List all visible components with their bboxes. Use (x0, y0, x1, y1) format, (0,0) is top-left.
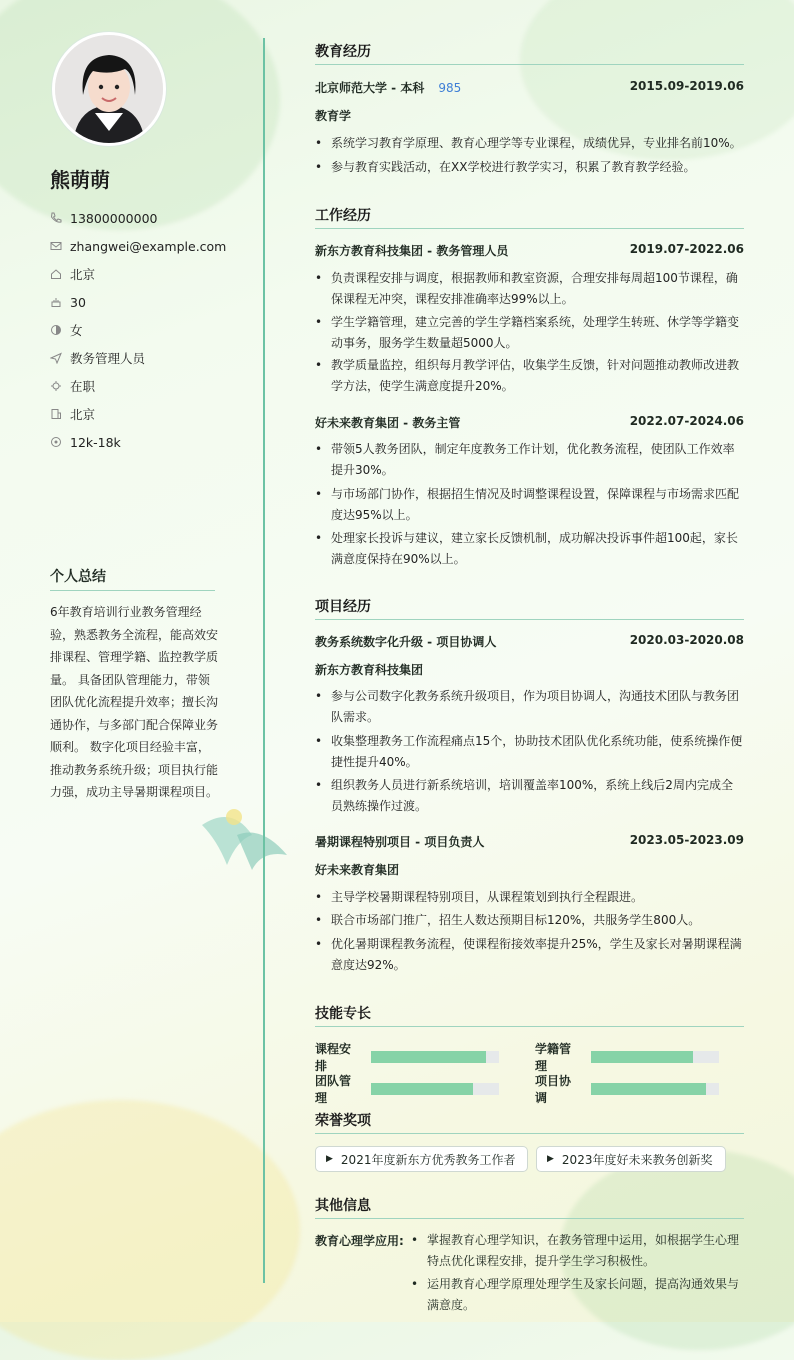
skill-fill (371, 1051, 486, 1063)
list-item: • 组织教务人员进行新系统培训，培训覆盖率100%，系统上线后2周内完成全员熟练操作过渡。 (315, 775, 744, 816)
award-text: 2021年度新东方优秀教务工作者 (340, 1152, 516, 1167)
contact-status (50, 372, 226, 400)
job-head (315, 414, 744, 431)
status-icon (50, 380, 62, 392)
skill-item (315, 1072, 499, 1106)
list-item: • 主导学校暑期课程特别项目，从课程策划到执行全程跟进。 (315, 887, 744, 908)
skill-name: 团队管理 (315, 1074, 352, 1105)
city-text: 北京 (70, 407, 96, 422)
contact-salary (50, 428, 226, 456)
contact-position (50, 344, 226, 372)
salary-text: 12k-18k (70, 434, 121, 450)
phone-icon (50, 212, 62, 224)
skill-fill (591, 1083, 706, 1095)
skill-bar (371, 1083, 499, 1095)
job-heading: 新东方教育科技集团 - 教务管理人员 (315, 244, 509, 258)
play-icon: ▶ (547, 1154, 554, 1164)
award-badge (315, 1146, 528, 1172)
job-date: 2022.07-2024.06 (629, 414, 744, 428)
contact-age (50, 288, 226, 316)
summary-title: 个人总结 (50, 566, 215, 591)
skill-item (535, 1040, 719, 1074)
job-heading: 好未来教育集团 - 教务主管 (315, 416, 461, 430)
education-date: 2015.09-2019.06 (629, 79, 744, 93)
skill-fill (591, 1051, 693, 1063)
list-item: • 学生学籍管理，建立完善的学生学籍档案系统，处理学生转班、休学等学籍变动事务，服务学生数量超5000人。 (315, 312, 744, 353)
education-title: 教育经历 (315, 41, 744, 65)
summary-text: 6年教育培训行业教务管理经验，熟悉教务全流程，能高效安排课程、管理学籍、监控教学质量。 具备团队管理能力，带领团队优化流程提升效率；擅长沟通协作，与多部门配合保障业务顺利。 数字化项目经验丰富，推动教务系统升级；项目执行能力强，成功主导暑期课程项目。 (50, 605, 219, 799)
list-item: • 运用教育心理学原理处理学生及家长问题，提高沟通效果与满意度。 (411, 1274, 744, 1315)
status-text: 在职 (70, 379, 96, 394)
other-label: 教育心理学应用: (315, 1234, 404, 1248)
job-date: 2019.07-2022.06 (629, 242, 744, 256)
play-icon: ▶ (326, 1154, 333, 1164)
list-item: • 参与教育实践活动，在XX学校进行教学实习，积累了教育教学经验。 (315, 157, 744, 178)
skills-title: 技能专长 (315, 1003, 744, 1027)
gender-icon (50, 324, 62, 336)
location-text: 北京 (70, 267, 96, 282)
award-text: 2023年度好未来教务创新奖 (561, 1152, 713, 1167)
skill-bar (591, 1083, 719, 1095)
contact-email (50, 232, 226, 260)
skill-item (315, 1040, 499, 1074)
list-item: • 参与公司数字化教务系统升级项目，作为项目协调人，沟通技术团队与教务团队需求。 (315, 686, 744, 727)
list-item: • 处理家长投诉与建议，建立家长反馈机制，成功解决投诉事件超100起，家长满意度保持在90%以上。 (315, 528, 744, 569)
projects-title: 项目经历 (315, 596, 744, 620)
email-text: zhangwei@example.com (70, 238, 227, 254)
send-icon (50, 352, 62, 364)
list-item: • 收集整理教务工作流程痛点15个，协助技术团队优化系统功能，使系统操作便捷性提升40%。 (315, 731, 744, 772)
salary-icon (50, 436, 62, 448)
list-item: • 联合市场部门推广，招生人数达预期目标120%，共服务学生800人。 (315, 910, 744, 931)
contact-gender (50, 316, 226, 344)
age-text: 30 (70, 294, 86, 310)
project-org: 好未来教育集团 (315, 863, 400, 877)
project-head (315, 633, 744, 650)
home-icon (50, 268, 62, 280)
award-badge (536, 1146, 726, 1172)
awards-title: 荣誉奖项 (315, 1110, 744, 1134)
skill-fill (371, 1083, 473, 1095)
project-date: 2020.03-2020.08 (629, 633, 744, 647)
phone-text: 13800000000 (70, 210, 158, 226)
mail-icon (50, 240, 62, 252)
skill-name: 项目协调 (535, 1074, 572, 1105)
project-heading: 教务系统数字化升级 - 项目协调人 (315, 635, 497, 649)
skill-name: 学籍管理 (535, 1042, 572, 1073)
skill-bar (371, 1051, 499, 1063)
contact-location (50, 260, 226, 288)
candidate-name: 熊萌萌 (50, 168, 110, 192)
gender-text: 女 (70, 323, 83, 338)
school-tag: 985 (438, 81, 462, 95)
list-item: • 教学质量监控，组织每月教学评估，收集学生反馈，针对问题推动教师改进教学方法，使学生满意度提升20%。 (315, 355, 744, 396)
project-org: 新东方教育科技集团 (315, 663, 424, 677)
project-head (315, 833, 744, 850)
avatar (52, 32, 166, 146)
skill-item (535, 1072, 719, 1106)
list-item: • 优化暑期课程教务流程，使课程衔接效率提升25%，学生及家长对暑期课程满意度达92%。 (315, 934, 744, 975)
building-icon (50, 408, 62, 420)
list-item: • 与市场部门协作，根据招生情况及时调整课程设置，保障课程与市场需求匹配度达95%以上。 (315, 484, 744, 525)
project-heading: 暑期课程特别项目 - 项目负责人 (315, 835, 485, 849)
list-item: • 掌握教育心理学知识，在教务管理中运用，如根据学生心理特点优化课程安排，提升学生学习积极性。 (411, 1230, 744, 1271)
divider-line (263, 38, 265, 1283)
contact-phone (50, 204, 226, 232)
skill-bar (591, 1051, 719, 1063)
cake-icon (50, 296, 62, 308)
other-title: 其他信息 (315, 1195, 744, 1219)
skill-name: 课程安排 (315, 1042, 352, 1073)
list-item: • 系统学习教育学原理、教育心理学等专业课程，成绩优异，专业排名前10%。 (315, 133, 744, 154)
contact-city (50, 400, 226, 428)
contact-list (50, 204, 226, 456)
list-item: • 负责课程安排与调度，根据教师和教室资源，合理安排每周超100节课程，确保课程无冲突，课程安排准确率达99%以上。 (315, 268, 744, 309)
list-item: • 带领5人教务团队，制定年度教务工作计划，优化教务流程，使团队工作效率提升30%。 (315, 439, 744, 480)
job-head (315, 242, 744, 259)
education-head (315, 79, 744, 96)
position-text: 教务管理人员 (70, 351, 146, 366)
sidebar (0, 0, 262, 1322)
work-title: 工作经历 (315, 205, 744, 229)
education-major: 教育学 (315, 109, 352, 123)
school-name: 北京师范大学 - 本科 (315, 81, 425, 95)
project-date: 2023.05-2023.09 (629, 833, 744, 847)
